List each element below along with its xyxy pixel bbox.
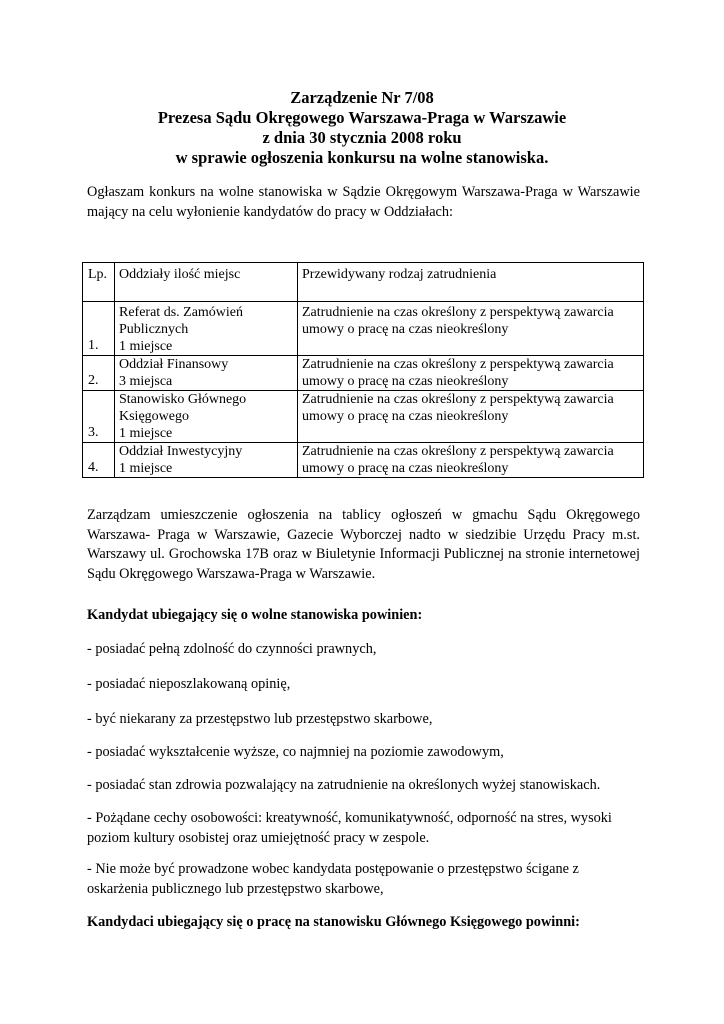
requirement-item: - Nie może być prowadzone wobec kandydata postępowanie o przestępstwo ścigane z oskarżenia publicznego lub przestępstwo skarbowe,: [87, 861, 579, 897]
employment-line: Zatrudnienie na czas określony z perspektywą zawarcia: [302, 357, 614, 372]
accountant-heading: Kandydaci ubiegający się o pracę na stanowisku Głównego Księgowego powinni:: [87, 914, 580, 930]
row-lp: 3.: [83, 391, 115, 443]
row-lp: 2.: [83, 356, 115, 391]
employment-line: umowy o pracę na czas nieokreślony: [302, 374, 509, 389]
employment-line: umowy o pracę na czas nieokreślony: [302, 322, 509, 337]
table-row: [83, 443, 644, 478]
department-line: Oddział Inwestycyjny: [119, 444, 243, 459]
table-row: [83, 302, 644, 356]
row-employment: [298, 443, 644, 478]
department-line: Stanowisko Głównego: [119, 392, 247, 407]
requirement-item: - być niekarany za przestępstwo lub przestępstwo skarbowe,: [87, 711, 433, 727]
table-row: [83, 356, 644, 391]
header-lp: Lp.: [83, 263, 115, 302]
requirement-item: - posiadać nieposzlakowaną opinię,: [87, 676, 291, 692]
table-row: [83, 391, 644, 443]
title-line-3: z dnia 30 stycznia 2008 roku: [262, 128, 462, 147]
employment-line: umowy o pracę na czas nieokreślony: [302, 461, 509, 476]
row-department: [115, 391, 298, 443]
department-line: 1 miejsce: [119, 339, 173, 354]
row-lp: 4.: [83, 443, 115, 478]
row-department: [115, 302, 298, 356]
department-line: Oddział Finansowy: [119, 357, 229, 372]
department-line: Publicznych: [119, 322, 189, 337]
title-line-2: Prezesa Sądu Okręgowego Warszawa-Praga w Warszawie: [157, 108, 567, 127]
header-departments: Oddziały ilość miejsc: [115, 263, 298, 302]
row-employment: [298, 391, 644, 443]
requirement-item: - posiadać pełną zdolność do czynności prawnych,: [87, 641, 377, 657]
department-line: 3 miejsca: [119, 374, 173, 389]
row-department: [115, 356, 298, 391]
header-employment: Przewidywany rodzaj zatrudnienia: [298, 263, 644, 302]
requirement-item: - posiadać stan zdrowia pozwalający na zatrudnienie na określonych wyżej stanowiskach.: [87, 777, 601, 793]
row-employment: [298, 356, 644, 391]
positions-table: [82, 262, 644, 478]
employment-line: Zatrudnienie na czas określony z perspektywą zawarcia: [302, 444, 614, 459]
requirements-heading: Kandydat ubiegający się o wolne stanowiska powinien:: [87, 607, 423, 623]
announcement-paragraph: Zarządzam umieszczenie ogłoszenia na tablicy ogłoszeń w gmachu Sądu Okręgowego Warszawa- Praga w Warszawie, Gazecie Wyborczej nadto w siedzibie Urzędu Pracy m.st. Warszawy ul. Grochowska 17B oraz w Biuletynie Informacji Publicznej na stronie internetowej Sądu Okręgowego Warszawa-Praga w Warszawie.: [87, 507, 640, 582]
row-lp: 1.: [83, 302, 115, 356]
department-line: 1 miejsce: [119, 426, 173, 441]
title-line-4: w sprawie ogłoszenia konkursu na wolne stanowiska.: [175, 148, 549, 167]
intro-paragraph: Ogłaszam konkurs na wolne stanowiska w Sądzie Okręgowym Warszawa-Praga w Warszawie mający na celu wyłonienie kandydatów do pracy w Oddziałach:: [87, 184, 640, 220]
requirement-item: - posiadać wykształcenie wyższe, co najmniej na poziomie zawodowym,: [87, 744, 504, 760]
employment-line: Zatrudnienie na czas określony z perspektywą zawarcia: [302, 305, 614, 320]
title-line-1: Zarządzenie Nr 7/08: [290, 88, 434, 107]
employment-line: Zatrudnienie na czas określony z perspektywą zawarcia: [302, 392, 614, 407]
table-header-row: [83, 263, 644, 302]
department-line: 1 miejsce: [119, 461, 173, 476]
row-department: [115, 443, 298, 478]
document-title: [0, 88, 724, 168]
employment-line: umowy o pracę na czas nieokreślony: [302, 409, 509, 424]
department-line: Referat ds. Zamówień: [119, 305, 244, 320]
requirement-item: - Pożądane cechy osobowości: kreatywność, komunikatywność, odporność na stres, wysoki poziom kultury osobistej oraz umiejętność pracy w zespole.: [87, 810, 612, 846]
row-employment: [298, 302, 644, 356]
department-line: Księgowego: [119, 409, 189, 424]
